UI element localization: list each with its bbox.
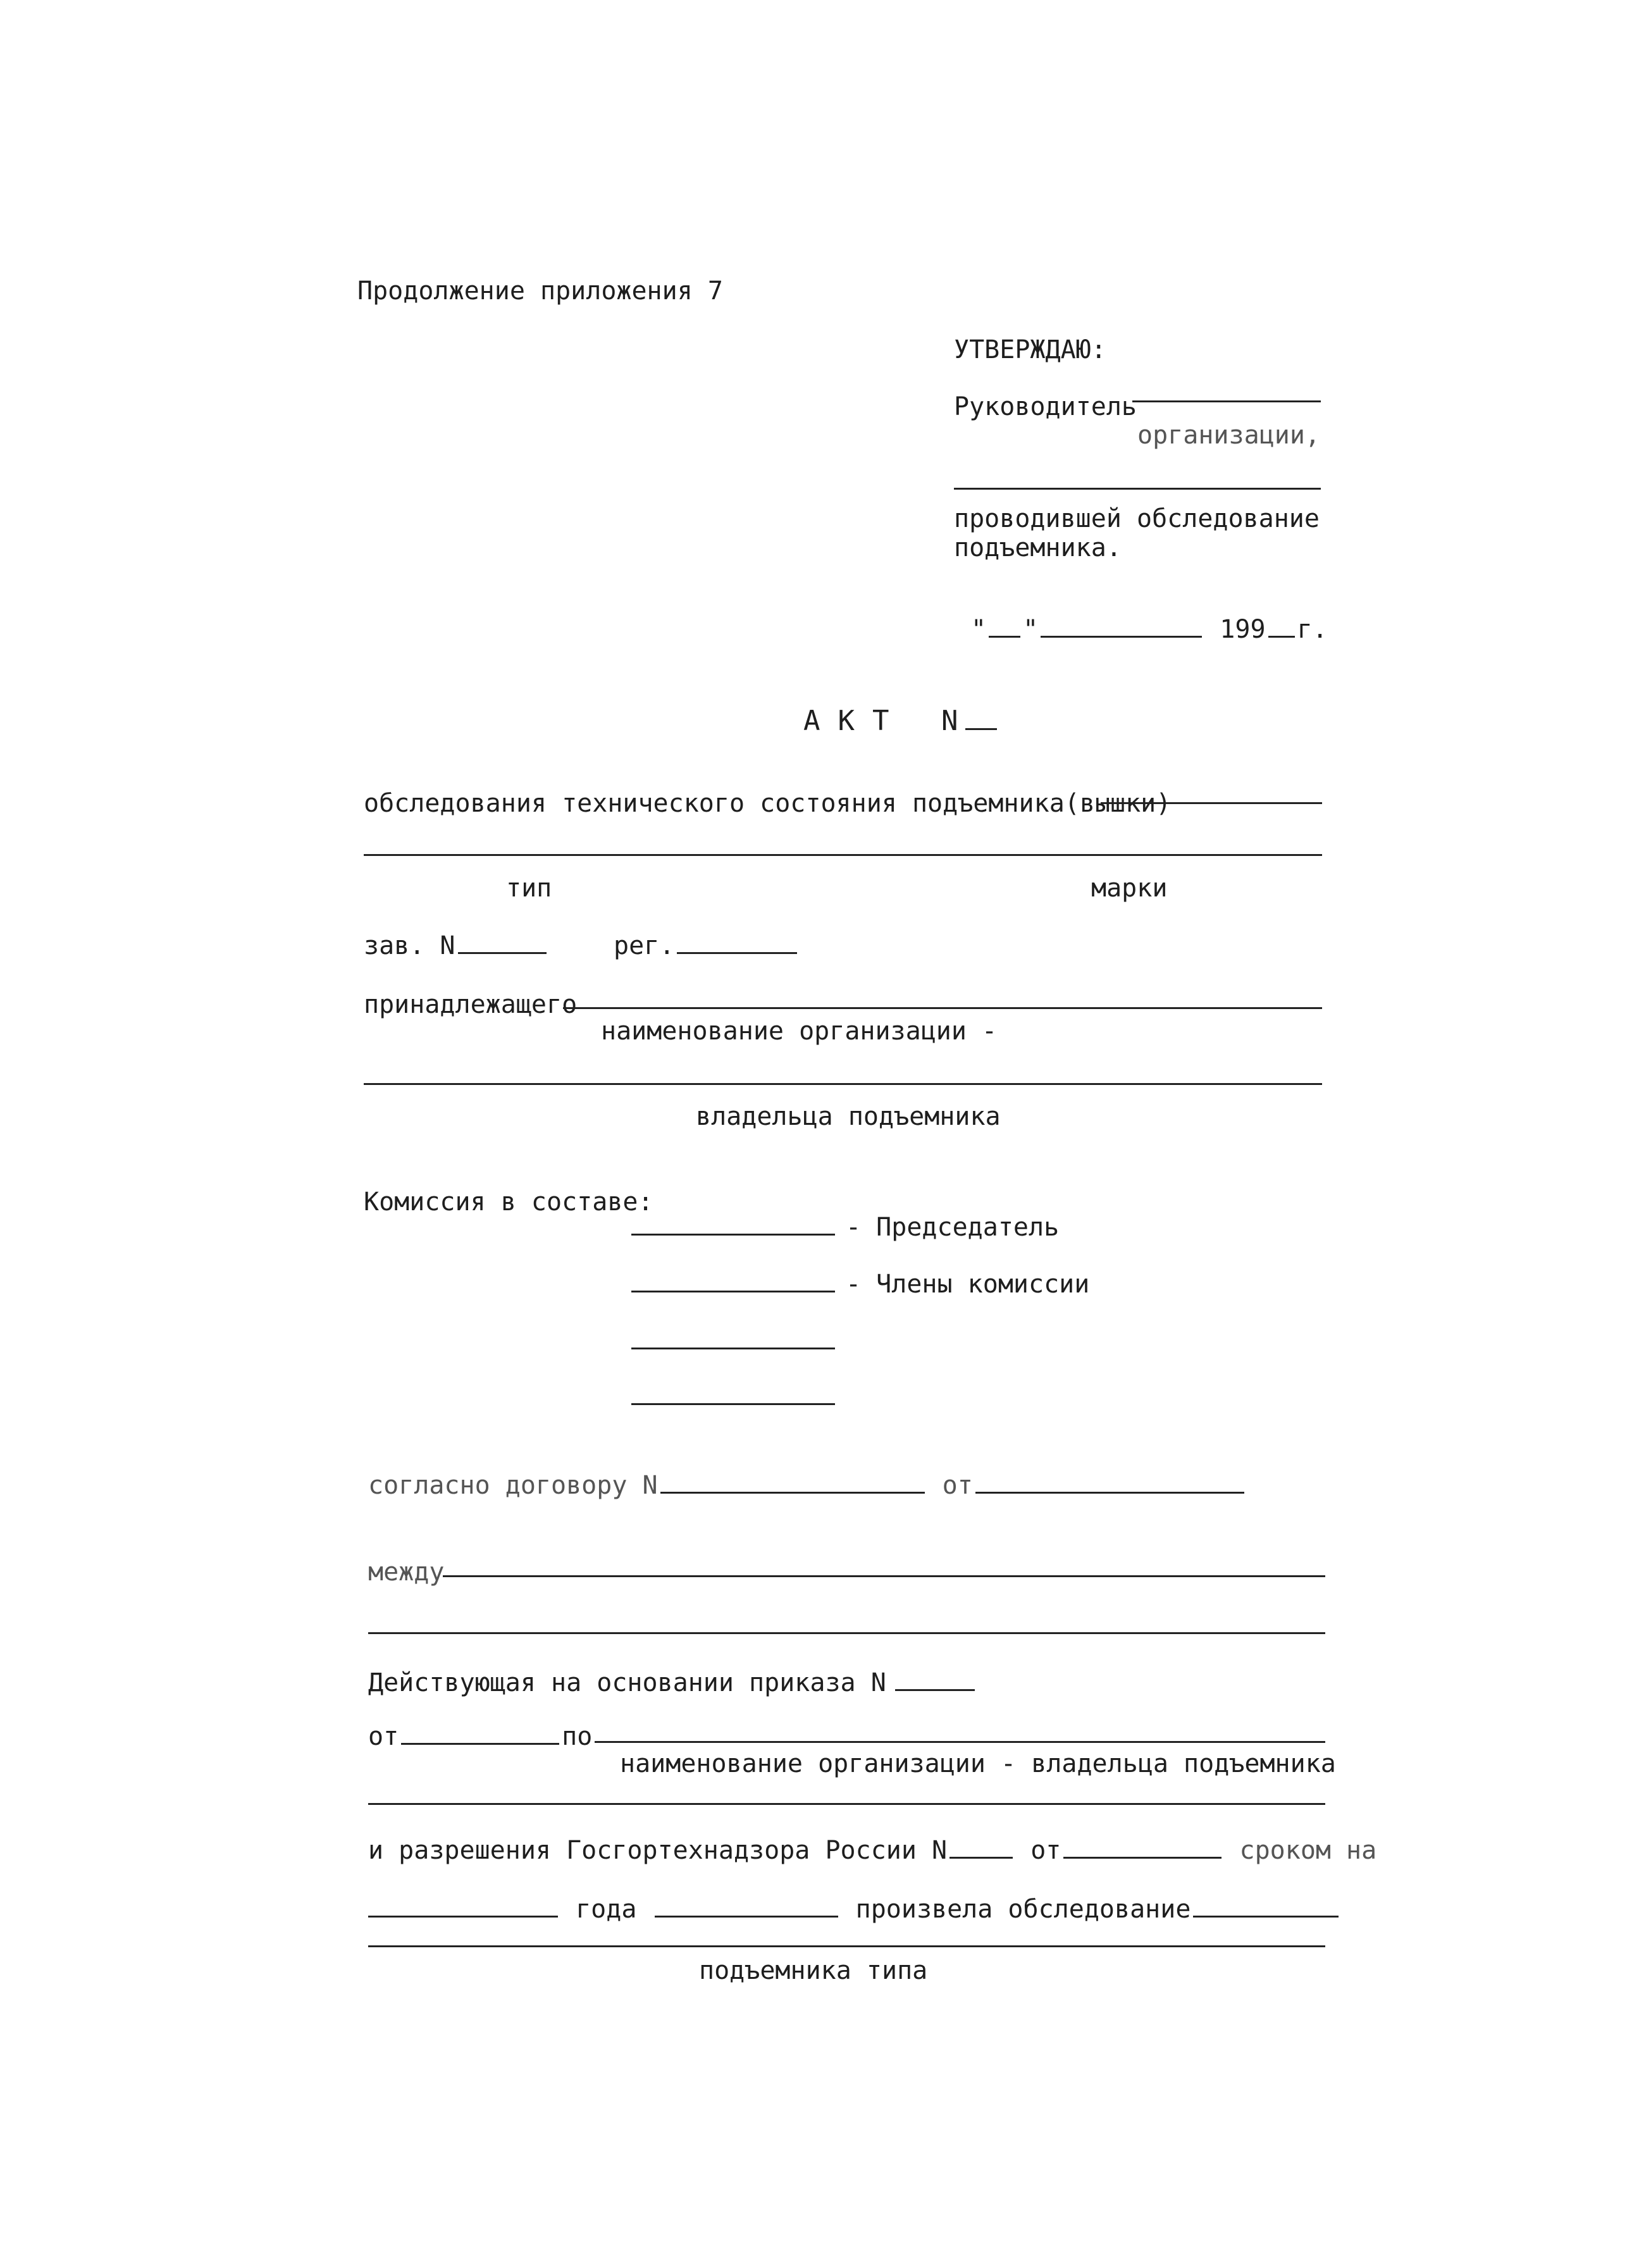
act-title — [803, 707, 999, 735]
owner-line[interactable] — [364, 1083, 1322, 1085]
lift-type-line[interactable] — [368, 1945, 1325, 1947]
head-text: Руководитель — [954, 392, 1137, 421]
contract-row — [368, 1473, 1247, 1498]
owner-caption: владельца подъемника — [696, 1102, 1001, 1131]
order-number-field[interactable] — [895, 1689, 975, 1691]
member-line-3[interactable] — [631, 1403, 835, 1405]
belonging-line[interactable] — [563, 1007, 1322, 1009]
continuation-note: Продолжение приложения 7 — [357, 276, 723, 306]
between-line-2[interactable] — [368, 1632, 1325, 1634]
lift-label: подъемника. — [954, 533, 1122, 562]
period-from-field[interactable] — [401, 1742, 559, 1745]
order-row — [368, 1670, 977, 1695]
survey-full-line[interactable] — [364, 854, 1322, 856]
contract-date-field[interactable] — [975, 1491, 1244, 1494]
brand-caption: марки — [1091, 874, 1168, 903]
year-word: года — [576, 1895, 637, 1924]
approval-date — [971, 617, 1328, 642]
quote-open: " — [971, 615, 987, 644]
performed-label: произвела обследование — [855, 1895, 1191, 1924]
organization-label: организации, — [1137, 421, 1320, 450]
reg-label: рег. — [614, 931, 675, 960]
act-number-field[interactable] — [965, 728, 997, 730]
act-title-text: АКТ N — [803, 705, 976, 737]
period-row — [368, 1724, 592, 1749]
term-label: сроком на — [1239, 1836, 1377, 1865]
head-label — [954, 394, 1137, 419]
period-to-line[interactable] — [595, 1741, 1325, 1743]
term-row — [368, 1897, 1341, 1922]
permit-from-label: от — [1030, 1836, 1061, 1865]
survey-text: обследования технического состояния подъемника(вышки) — [364, 789, 1172, 818]
month-field[interactable] — [1041, 635, 1202, 638]
org-name-caption: наименование организации - — [601, 1017, 998, 1046]
basis-caption: наименование организации - владельца подъемника — [620, 1749, 1336, 1778]
head-signature-line[interactable] — [1132, 400, 1321, 402]
year-prefix: 199 — [1220, 615, 1266, 644]
permit-date-field[interactable] — [1063, 1856, 1222, 1859]
order-label: Действующая на основании приказа N — [368, 1668, 886, 1697]
conducting-label: проводившей обследование — [954, 504, 1320, 533]
day-field[interactable] — [989, 635, 1020, 638]
chairman-label: - Председатель — [846, 1213, 1060, 1242]
serial-field[interactable] — [458, 951, 547, 954]
organization-name-line[interactable] — [954, 488, 1321, 490]
serial-row — [364, 933, 549, 958]
permit-number-field[interactable] — [949, 1856, 1013, 1859]
contract-number-field[interactable] — [660, 1491, 925, 1494]
member-line-2[interactable] — [631, 1348, 835, 1349]
reg-field[interactable] — [677, 951, 797, 954]
approve-heading: УТВЕРЖДАЮ: — [954, 335, 1106, 364]
belonging-label: принадлежащего — [364, 990, 578, 1019]
performed-field[interactable] — [1193, 1915, 1339, 1918]
year-suffix: г. — [1297, 615, 1328, 644]
term-year-field[interactable] — [655, 1915, 838, 1918]
contract-from-label: от — [942, 1471, 973, 1500]
reg-row — [614, 933, 800, 958]
permit-label: и разрешения Госгортехнадзора России N — [368, 1836, 948, 1865]
term-field[interactable] — [368, 1915, 558, 1918]
serial-label: зав. N — [364, 931, 455, 960]
lift-type-caption: подъемника типа — [699, 1956, 928, 1985]
period-from-label: от — [368, 1722, 399, 1751]
members-label: - Члены комиссии — [846, 1270, 1090, 1299]
type-caption: тип — [506, 874, 552, 903]
commission-label: Комиссия в составе: — [364, 1187, 653, 1217]
period-to-label: по — [562, 1722, 593, 1751]
basis-line[interactable] — [368, 1803, 1325, 1805]
survey-line-end[interactable] — [1101, 802, 1322, 804]
year-field[interactable] — [1268, 635, 1295, 638]
chairman-line[interactable] — [631, 1234, 835, 1236]
between-label: между — [368, 1558, 445, 1587]
member-line-1[interactable] — [631, 1291, 835, 1292]
contract-label: согласно договору N — [368, 1471, 658, 1500]
quote-close: " — [1023, 615, 1039, 644]
permit-row — [368, 1838, 1376, 1863]
between-line[interactable] — [443, 1575, 1325, 1577]
